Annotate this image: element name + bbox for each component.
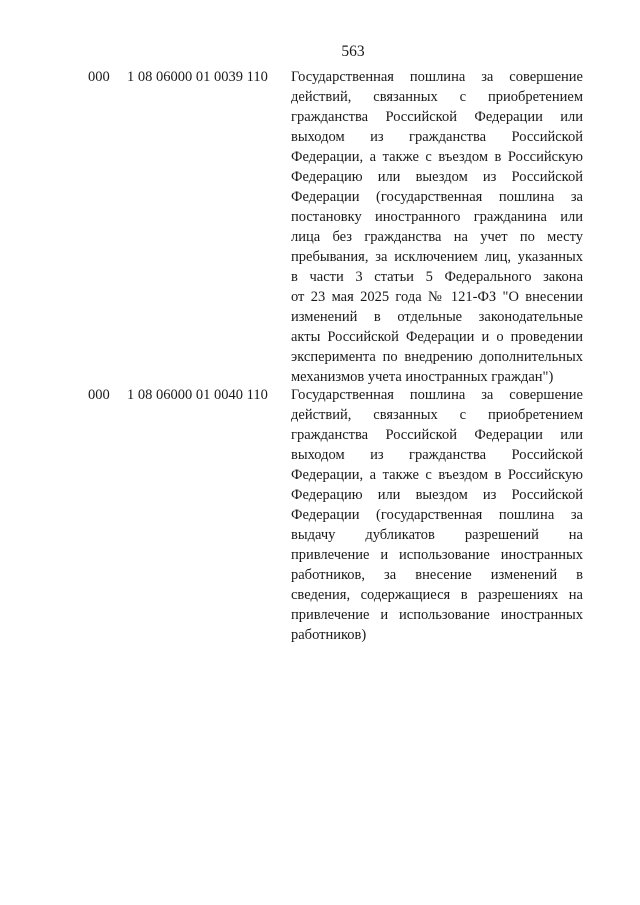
description-line: эксперимента по внедрению дополнительных	[291, 349, 583, 365]
description-line: Федерации (государственная пошлина за	[291, 507, 583, 523]
description-line: акты Российской Федерации и о проведении	[291, 329, 583, 345]
entry-description	[291, 385, 583, 645]
description-line: действий, связанных с приобретением	[291, 407, 583, 423]
description-line: гражданства Российской Федерации или	[291, 109, 583, 125]
description-line: Федерации, а также с въездом в Российскую	[291, 467, 583, 483]
description-line: Федерации (государственная пошлина за	[291, 189, 583, 205]
description-line: действий, связанных с приобретением	[291, 89, 583, 105]
description-line: Федерации, а также с въездом в Российскую	[291, 149, 583, 165]
administrator-code: 000	[88, 387, 110, 403]
description-line: работников)	[291, 627, 367, 643]
page-number: 563	[341, 43, 365, 60]
description-line: изменений в отдельные законодательные	[291, 309, 583, 325]
administrator-code: 000	[88, 69, 110, 85]
description-line: выходом из гражданства Российской	[291, 129, 583, 145]
description-line: выдачу дубликатов разрешений на	[291, 527, 583, 543]
description-line: в части 3 статьи 5 Федерального закона	[291, 269, 583, 285]
description-line: механизмов учета иностранных граждан")	[291, 369, 554, 385]
description-line: Государственная пошлина за совершение	[291, 69, 583, 85]
description-line: выходом из гражданства Российской	[291, 447, 583, 463]
description-line: гражданства Российской Федерации или	[291, 427, 583, 443]
description-line: лица без гражданства на учет по месту	[291, 229, 583, 245]
description-line: сведения, содержащиеся в разрешениях на	[291, 587, 583, 603]
entry-description	[291, 67, 583, 387]
classification-code: 1 08 06000 01 0039 110	[127, 69, 268, 85]
description-line: привлечение и использование иностранных	[291, 547, 583, 563]
description-line: работников, за внесение изменений в	[291, 567, 583, 583]
description-line: привлечение и использование иностранных	[291, 607, 583, 623]
description-line: Федерацию или выездом из Российской	[291, 169, 583, 185]
description-line: от 23 мая 2025 года № 121-ФЗ "О внесении	[291, 289, 583, 305]
description-line: Государственная пошлина за совершение	[291, 387, 583, 403]
description-line: постановку иностранного гражданина или	[291, 209, 583, 225]
description-line: Федерацию или выездом из Российской	[291, 487, 583, 503]
description-line: пребывания, за исключением лиц, указанных	[291, 249, 583, 265]
classification-code: 1 08 06000 01 0040 110	[127, 387, 268, 403]
